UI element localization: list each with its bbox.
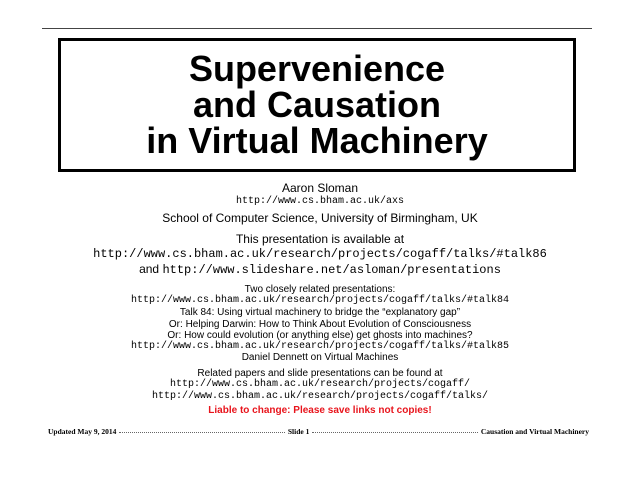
talk84-alt-title-1: Or: Helping Darwin: How to Think About Evolution of Consciousness: [168, 319, 472, 330]
talk84-alt-title-2: Or: How could evolution (or anything else) get ghosts into machines?: [167, 330, 473, 341]
author-url[interactable]: http://www.cs.bham.ac.uk/axs: [235, 196, 405, 207]
availability-url-1[interactable]: http://www.cs.bham.ac.uk/research/projects/cogaff/talks/#talk86: [93, 247, 547, 261]
and-word: and: [139, 262, 160, 276]
papers-intro: Related papers and slide presentations can be found at: [197, 368, 443, 379]
title-line-3: in Virtual Machinery: [146, 120, 488, 161]
availability-intro: This presentation is available at: [235, 232, 405, 246]
related-url-talk85[interactable]: http://www.cs.bham.ac.uk/research/projects/cogaff/talks/#talk85: [130, 341, 510, 352]
related-url-talk84[interactable]: http://www.cs.bham.ac.uk/research/projects/cogaff/talks/#talk84: [130, 295, 510, 306]
availability-line-2: [0, 262, 640, 277]
author-name: Aaron Sloman: [281, 181, 359, 195]
title-line-2: and Causation: [192, 84, 442, 125]
papers-url-2[interactable]: http://www.cs.bham.ac.uk/research/projects/cogaff/talks/: [151, 391, 489, 402]
footer-dotted-leader-left: [119, 432, 285, 433]
availability-url-2[interactable]: http://www.slideshare.net/asloman/presentations: [162, 263, 501, 277]
title-box: [58, 38, 576, 172]
warning-text: Liable to change: Please save links not copies!: [208, 405, 432, 416]
footer-slide-number: Slide 1: [287, 426, 310, 436]
title-line-1: Supervenience: [188, 48, 446, 89]
author-affiliation: School of Computer Science, University of Birmingham, UK: [162, 211, 478, 225]
footer-updated: Updated May 9, 2014: [48, 426, 117, 436]
top-rule: [42, 28, 592, 29]
talk85-title: Daniel Dennett on Virtual Machines: [241, 352, 399, 363]
footer-short-title: Causation and Virtual Machinery: [480, 426, 590, 436]
talk84-title: Talk 84: Using virtual machinery to bridge the “explanatory gap”: [179, 307, 461, 318]
slide-footer: [48, 424, 589, 438]
footer-dotted-leader-right: [312, 432, 478, 433]
related-intro: Two closely related presentations:: [244, 284, 396, 295]
papers-url-1[interactable]: http://www.cs.bham.ac.uk/research/projects/cogaff/: [169, 379, 471, 390]
